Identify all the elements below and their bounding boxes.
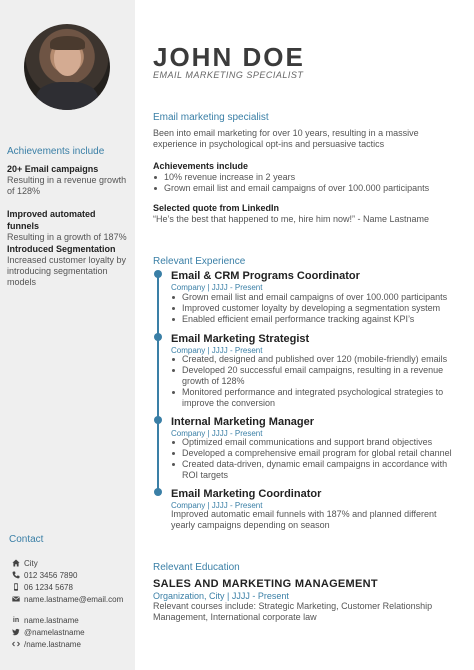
list-item: Enabled efficient email performance tracking against KPI’s [171,314,461,325]
contact-twitter[interactable]: @namelastname [12,626,132,638]
job-summary: Improved automatic email funnels with 187% and planned different yearly campaigns depending on season [171,509,437,530]
list-item: Grown email list and email campaigns of over 100.000 participants [153,183,458,194]
sidebar [0,0,135,670]
job-company: Company | JJJJ - Present [171,429,263,438]
timeline-dot [154,488,162,496]
achievement-item: Improved automated funnels Resulting in a growth of 187% [7,209,127,242]
job-company: Company | JJJJ - Present [171,501,263,510]
contact-email[interactable]: name.lastname@email.com [12,593,132,605]
contact-heading: Contact [9,534,44,545]
contact-mobile: 06 1234 5678 [12,581,132,593]
job-company: Company | JJJJ - Present [171,283,263,292]
candidate-title: EMAIL MARKETING SPECIALIST [153,70,304,80]
profile-summary: Been into email marketing for over 10 years, resulting in a massive experience in psychological opt-ins and persuasive tactics [153,128,419,149]
linkedin-icon: in [12,616,20,624]
achievement-item: Introduced Segmentation Increased customer loyalty by introducing segmentation models [7,244,127,287]
achievements-heading: Achievements include [7,146,105,157]
quote-label: Selected quote from LinkedIn [153,203,280,213]
job-bullets [171,437,456,481]
list-item: Improved customer loyalty by developing a segmentation system [171,303,461,314]
education-title: SALES AND MARKETING MANAGEMENT [153,578,378,590]
experience-heading: Relevant Experience [153,256,246,267]
contact-website[interactable]: /name.lastname [12,638,132,650]
list-item: Grown email list and email campaigns of over 100.000 participants [171,292,461,303]
list-item: Created data-driven, dynamic email campaigns in accordance with ROI targets [171,459,456,481]
timeline-dot [154,333,162,341]
profile-achievements-label: Achievements include [153,161,249,171]
timeline-dot [154,270,162,278]
quote-text: “He’s the best that happened to me, hire him now!” - Name Lastname [153,214,429,224]
list-item: 10% revenue increase in 2 years [153,172,458,183]
job-title: Email Marketing Strategist [171,333,310,345]
job-bullets [171,354,456,409]
job-company: Company | JJJJ - Present [171,346,263,355]
profile-photo [24,24,110,110]
profile-achievements-list [153,172,458,194]
email-icon [12,595,20,603]
timeline-dot [154,416,162,424]
education-heading: Relevant Education [153,562,240,573]
education-org: Organization, City | JJJJ - Present [153,591,289,601]
job-title: Internal Marketing Manager [171,416,315,428]
phone-icon [12,571,20,579]
job-title: Email & CRM Programs Coordinator [171,270,360,282]
candidate-name: JOHN DOE [153,42,305,72]
job-title: Email Marketing Coordinator [171,488,322,500]
education-courses: Relevant courses include: Strategic Marketing, Customer Relationship Management, International corporate law [153,601,433,622]
list-item: Monitored performance and integrated psychological strategies to improve the conversion [171,387,456,409]
contact-linkedin[interactable]: in name.lastname [12,615,79,625]
slash-icon [12,640,20,648]
list-item: Created, designed and published over 120 (mobile-friendly) emails [171,354,456,365]
timeline-line [157,274,159,492]
twitter-icon [12,628,20,636]
list-item: Developed a comprehensive email program for global retail channel [171,448,456,459]
mobile-icon [12,583,20,591]
profile-heading: Email marketing specialist [153,112,269,123]
home-icon [12,559,20,567]
list-item: Optimized email communications and support brand objectives [171,437,456,448]
achievement-item: 20+ Email campaigns Resulting in a revenue growth of 128% [7,164,127,196]
list-item: Developed 20 successful email campaigns, resulting in a revenue growth of 128% [171,365,456,387]
contact-city: City [12,557,132,569]
contact-phone: 012 3456 7890 [12,569,132,581]
job-bullets [171,292,461,325]
